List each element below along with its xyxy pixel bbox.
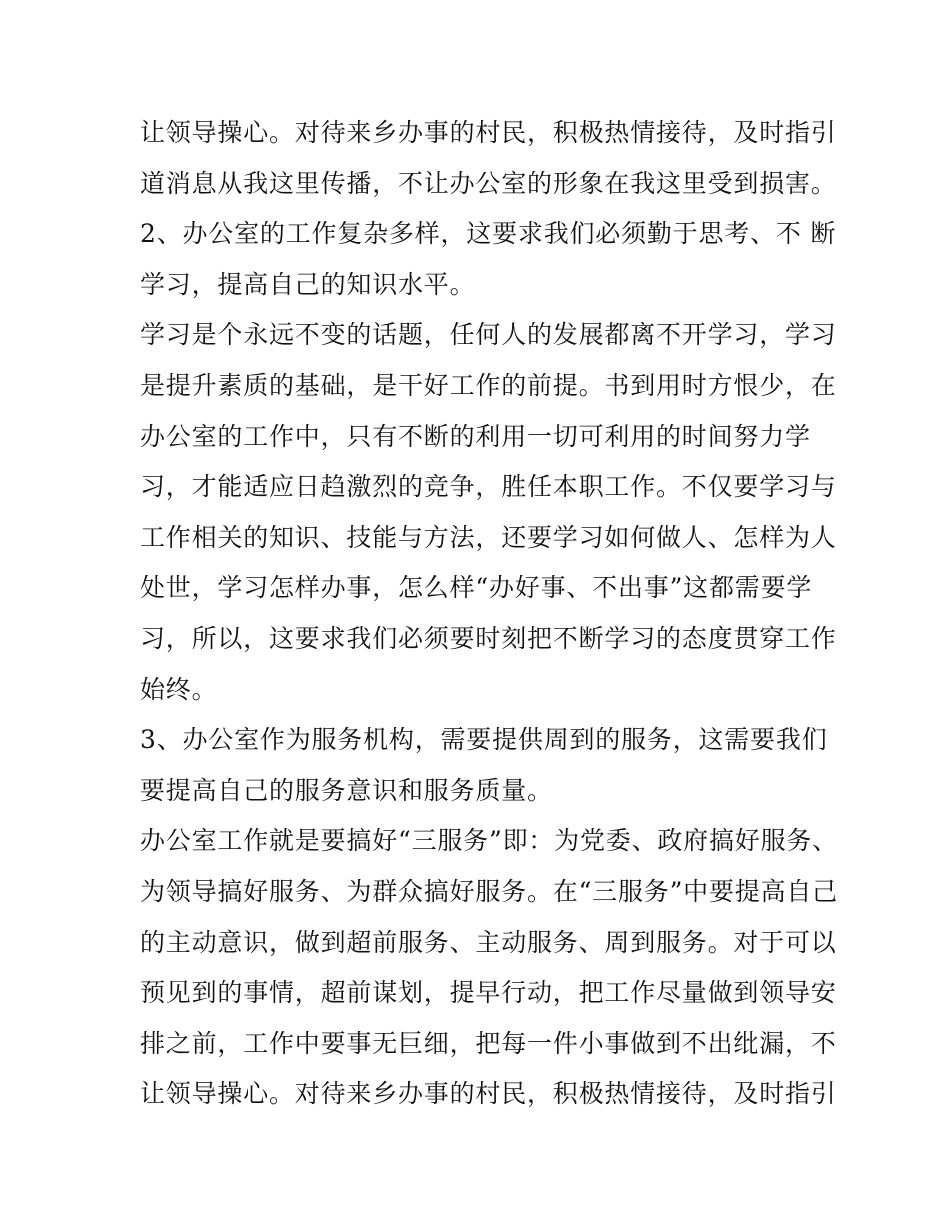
section-heading: 2、办公室的工作复杂多样，这要求我们必须勤于思考、不 断 <box>140 219 837 249</box>
text-line: 道消息从我这里传播，不让办公室的形象在我这里受到损害。 <box>140 168 837 198</box>
text-line: 预见到的事情，超前谋划，提早行动，把工作尽量做到领导安 <box>140 978 837 1008</box>
section-heading: 要提高自己的服务意识和服务质量。 <box>140 775 553 805</box>
text-line: 是提升素质的基础，是干好工作的前提。书到用时方恨少，在 <box>140 370 837 400</box>
text-line: 习，才能适应日趋激烈的竞争，胜任本职工作。不仅要学习与 <box>140 472 837 502</box>
text-line: 办公室的工作中，只有不断的利用一切可利用的时间努力学 <box>140 421 811 451</box>
text-line: 处世，学习怎样办事，怎么样“办好事、不出事”这都需要学 <box>140 573 813 603</box>
text-line: 让领导操心。对待来乡办事的村民，积极热情接待，及时指引 <box>140 1079 837 1109</box>
text-line: 习，所以，这要求我们必须要时刻把不断学习的态度贯穿工作 <box>140 623 837 653</box>
section-heading: 3、办公室作为服务机构，需要提供周到的服务，这需要我们 <box>140 725 828 755</box>
text-line: 学习是个永远不变的话题，任何人的发展都离不开学习，学习 <box>140 320 837 350</box>
document-body <box>140 108 838 1120</box>
text-line: 始终。 <box>140 674 218 704</box>
section-heading: 学习，提高自己的知识水平。 <box>140 269 476 299</box>
text-line: 为领导搞好服务、为群众搞好服务。在“三服务”中要提高自己 <box>140 876 838 906</box>
text-line: 让领导操心。对待来乡办事的村民，积极热情接待，及时指引 <box>140 118 837 147</box>
text-line: 排之前，工作中要事无巨细，把每一件小事做到不出纰漏，不 <box>140 1028 837 1058</box>
text-line: 办公室工作就是要搞好“三服务”即：为党委、政府搞好服务、 <box>140 826 838 856</box>
text-line: 工作相关的知识、技能与方法，还要学习如何做人、怎样为人 <box>140 522 837 552</box>
text-line: 的主动意识，做到超前服务、主动服务、周到服务。对于可以 <box>140 927 837 957</box>
